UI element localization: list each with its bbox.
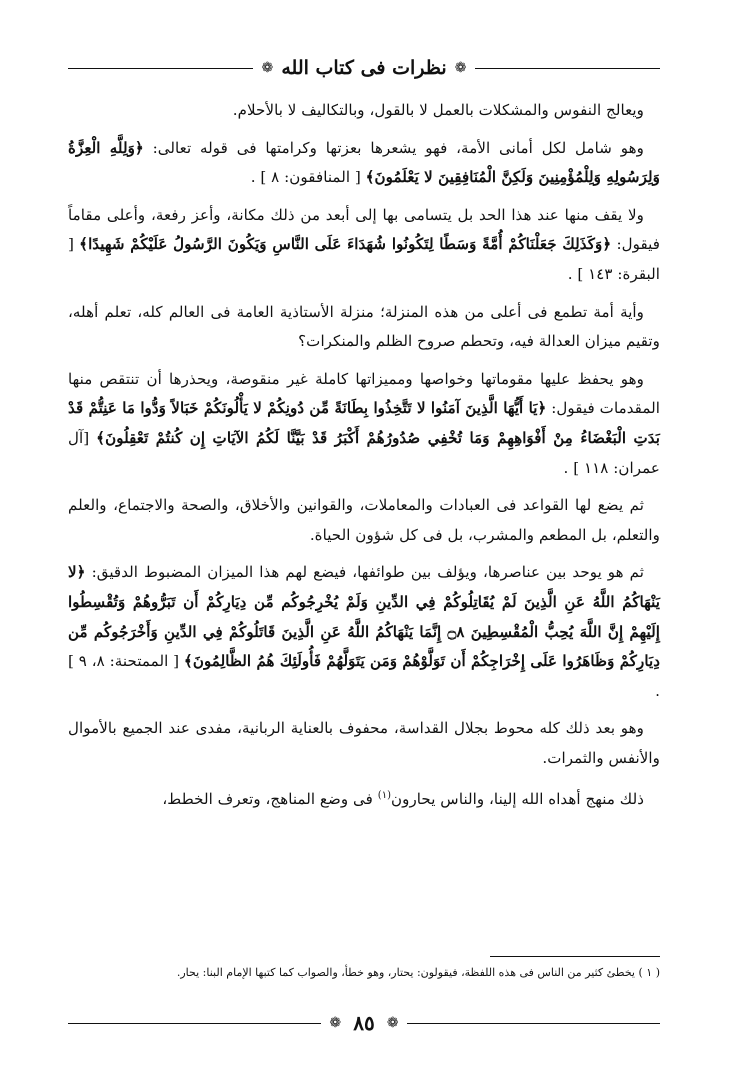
body-text (68, 96, 660, 823)
verse-reference: [ المنافقون: ٨ ] . (250, 168, 366, 187)
running-title: نظرات فى كتاب الله (281, 57, 447, 79)
verse-reference: [ البقرة: ١٤٣ ] . (68, 235, 660, 283)
quran-verse: وَلِلَّهِ الْعِزَّةُ وَلِرَسُولِهِ وَلِلْمُؤْمِنِينَ وَلَكِنَّ الْمُنَافِقِينَ لا يَعْلَمُونَ (68, 138, 660, 187)
body-text-run: وهو يحفظ عليها مقوماتها وخواصها ومميزاتها كاملة غير منقوصة، ويحذرها أن تنتقص منها المقدمات فيقول: (68, 369, 660, 418)
header-rule-left (68, 68, 253, 69)
body-text-run: وأية أمة تطمع فى أعلى من هذه المنزلة؛ منزلة الأستاذية العامة فى العالم كله، تعلم أهله، وتقيم ميزان العدالة فيه، وتحطم صروح الظلم والمنكرات؟ (68, 302, 660, 351)
quran-verse: وَكَذَلِكَ جَعَلْنَاكُمْ أُمَّةً وَسَطًا لِتَكُونُوا شُهَدَاءَ عَلَى النَّاسِ وَيَكُونَ الرَّسُولُ عَلَيْكُمْ شَهِيدًا (88, 235, 603, 254)
body-text-run: فى وضع المناهج، وتعرف الخطط، (162, 790, 378, 809)
page-footer (68, 1008, 660, 1038)
footer-rule-left (68, 1023, 321, 1024)
running-header (68, 48, 660, 88)
verse-reference: [آل عمران: ١١٨ ] . (68, 428, 660, 477)
body-text-run: ثم يضع لها القواعد فى العبادات والمعاملات، والقوانين والأخلاق، والصحة والاجتماع، والعلم والتعلم، بل المطعم والمشرب، بل فى كل شؤون الحياة. (68, 496, 660, 544)
flower-ornament-icon: ❁ (329, 1015, 342, 1031)
body-text-run: ويعالج النفوس والمشكلات بالعمل لا بالقول، وبالتكاليف لا بالأحلام. (232, 101, 644, 119)
footnote-marker: (١) (377, 790, 391, 802)
quran-bracket: ﴾ (96, 428, 106, 447)
body-text-run: ثم هو يوحد بين عناصرها، ويؤلف بين طوائفها، فيضع لهم هذا الميزان المضبوط الدقيق: (85, 563, 644, 582)
paragraph (68, 491, 660, 550)
quran-bracket: ﴾ (183, 652, 193, 671)
paragraph (68, 201, 660, 290)
quran-bracket: ﴿ (134, 138, 144, 157)
quran-verse: لا يَنْهَاكُمُ اللَّهُ عَنِ الَّذِينَ لَمْ يُقَاتِلُوكُمْ فِي الدِّينِ وَلَمْ يُخْرِجُوكُم مِّن دِيَارِكُمْ أَن تَبَرُّوهُمْ وَتُقْسِطُوا إِلَيْهِمْ إِنَّ اللَّهَ يُحِبُّ الْمُقْسِطِينَ ۝٨ إِنَّمَا يَنْهَاكُمُ اللَّهُ عَنِ الَّذِينَ قَاتَلُوكُمْ فِي الدِّينِ وَأَخْرَجُوكُم مِّن دِيَارِكُمْ وَظَاهَرُوا عَلَى إِخْرَاجِكُمْ أَن تَوَلَّوْهُمْ وَمَن يَتَوَلَّهُمْ فَأُولَئِكَ هُمُ الظَّالِمُونَ (68, 563, 660, 671)
header-rule-right (475, 68, 660, 69)
verse-reference: [ الممتحنة: ٨، ٩ ] . (68, 652, 660, 700)
paragraph (68, 96, 660, 126)
flower-ornament-icon: ❁ (386, 1015, 399, 1031)
flower-ornament-icon: ❁ (454, 60, 467, 76)
body-text-run: وهو شامل لكل أمانى الأمة، فهو يشعرها بعزتها وكرامتها فى قوله تعالى: (143, 138, 644, 157)
quran-bracket: ﴿ (602, 235, 612, 254)
paragraph (68, 558, 660, 706)
footnote-separator (490, 956, 660, 957)
paragraph (68, 365, 660, 483)
body-text-run: وهو بعد ذلك كله محوط بجلال القداسة، محفوف بالعناية الربانية، مفدى عند الجميع بالأموال والأنفس والثمرات. (68, 719, 660, 767)
paragraph (68, 298, 660, 357)
paragraph (68, 781, 660, 815)
quran-bracket: ﴿ (76, 563, 86, 582)
quran-bracket: ﴾ (365, 168, 375, 187)
page-number: ٨٥ (353, 1011, 375, 1035)
footnote: ( ١ ) يخطئ كثير من الناس فى هذه اللفظة، فيقولون: يحتار، وهو خطأ، والصواب كما كتبها الإمام البنا: يحار. (176, 966, 660, 979)
footer-rule-right (407, 1023, 660, 1024)
paragraph (68, 134, 660, 193)
quran-bracket: ﴾ (79, 235, 89, 254)
paragraph (68, 714, 660, 773)
body-text-run: ذلك منهج أهداه الله إلينا، والناس يحارون (390, 790, 644, 809)
quran-verse: يَا أَيُّهَا الَّذِينَ آمَنُوا لا تَتَّخِذُوا بِطَانَةً مِّن دُونِكُمْ لا يَأْلُونَكُمْ خَبَالاً وَدُّوا مَا عَنِتُّمْ قَدْ بَدَتِ الْبَغْضَاءُ مِنْ أَفْوَاهِهِمْ وَمَا تُخْفِي صُدُورُهُمْ أَكْبَرُ قَدْ بَيَّنَّا لَكُمُ الآيَاتِ إِن كُنتُمْ تَعْقِلُونَ (68, 399, 660, 447)
body-text-run: ولا يقف منها عند هذا الحد بل يتسامى بها إلى أبعد من ذلك مكانة، وأعز رفعة، وأعلى مقاماً فيقول: (68, 205, 660, 254)
flower-ornament-icon: ❁ (261, 60, 274, 76)
quran-bracket: ﴿ (537, 399, 547, 418)
